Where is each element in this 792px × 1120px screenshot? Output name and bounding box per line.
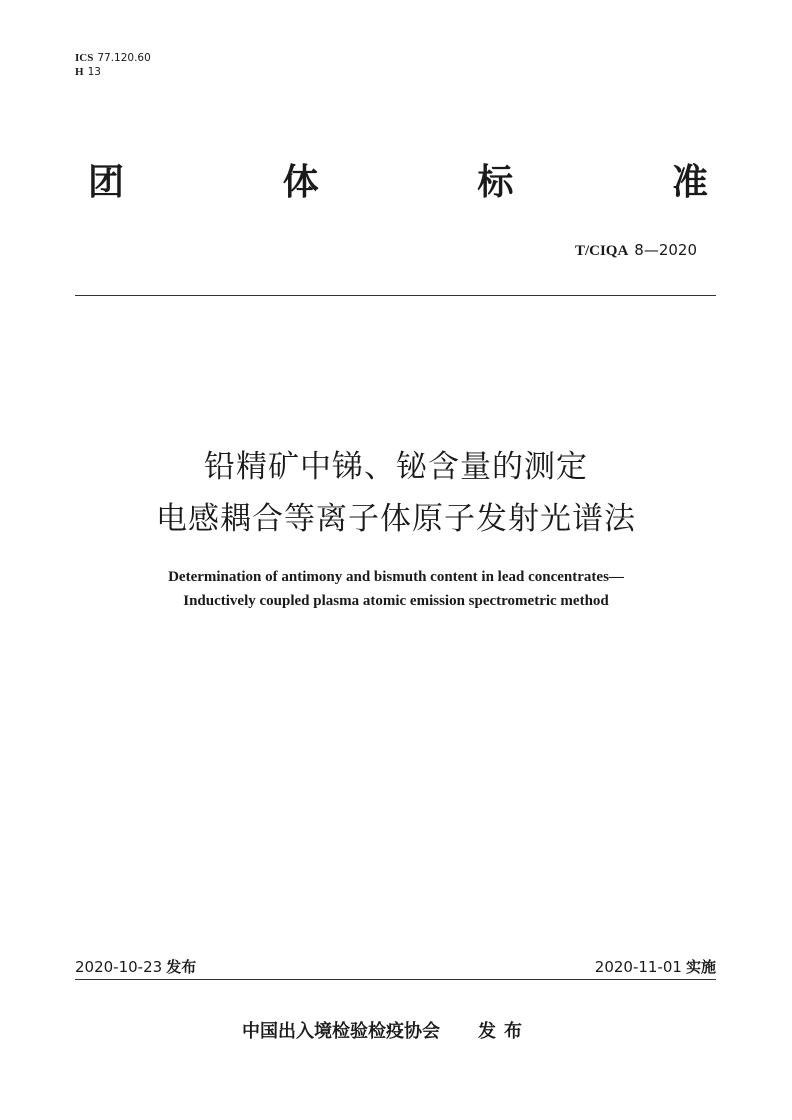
standard-number: [575, 240, 697, 261]
chinese-title: [0, 441, 792, 545]
issue-label: 发布: [166, 958, 197, 976]
issuer-action: 发布: [478, 1021, 530, 1042]
ics-line: [75, 51, 151, 65]
issue-date: 2020-10-23: [75, 958, 163, 976]
standard-number-value: 8—2020: [634, 241, 697, 259]
ics-label: ICS: [75, 52, 94, 64]
chinese-title-line-2: 电感耦合等离子体原子发射光谱法: [156, 501, 636, 537]
implement-date-block: [595, 957, 716, 977]
ics-code: 77.120.60: [97, 52, 151, 64]
standard-type-char: 体: [282, 162, 319, 203]
standard-type-char: 团: [88, 162, 125, 203]
standard-type-heading: [88, 160, 708, 206]
issue-date-block: [75, 957, 196, 977]
issuer-line: [242, 1020, 530, 1044]
standard-type-char: 准: [671, 162, 708, 203]
standard-type-char: 标: [477, 162, 514, 203]
classification-codes: [75, 51, 151, 79]
chinese-title-line-1: 铅精矿中锑、铋含量的测定: [204, 449, 588, 485]
header-divider: [75, 295, 716, 296]
ccs-line: [75, 65, 151, 79]
ccs-code: 13: [87, 66, 101, 78]
implement-label: 实施: [685, 958, 716, 976]
footer-divider: [75, 979, 716, 980]
english-title-line-2: Inductively coupled plasma atomic emission spectrometric method: [183, 593, 609, 609]
ccs-label: H: [75, 66, 84, 78]
english-title-line-1: Determination of antimony and bismuth content in lead concentrates—: [168, 569, 624, 585]
issuer-name: 中国出入境检验检疫协会: [242, 1021, 440, 1042]
standard-number-prefix: T/CIQA: [574, 243, 629, 259]
implement-date: 2020-11-01: [594, 958, 682, 976]
english-title: [0, 565, 792, 613]
